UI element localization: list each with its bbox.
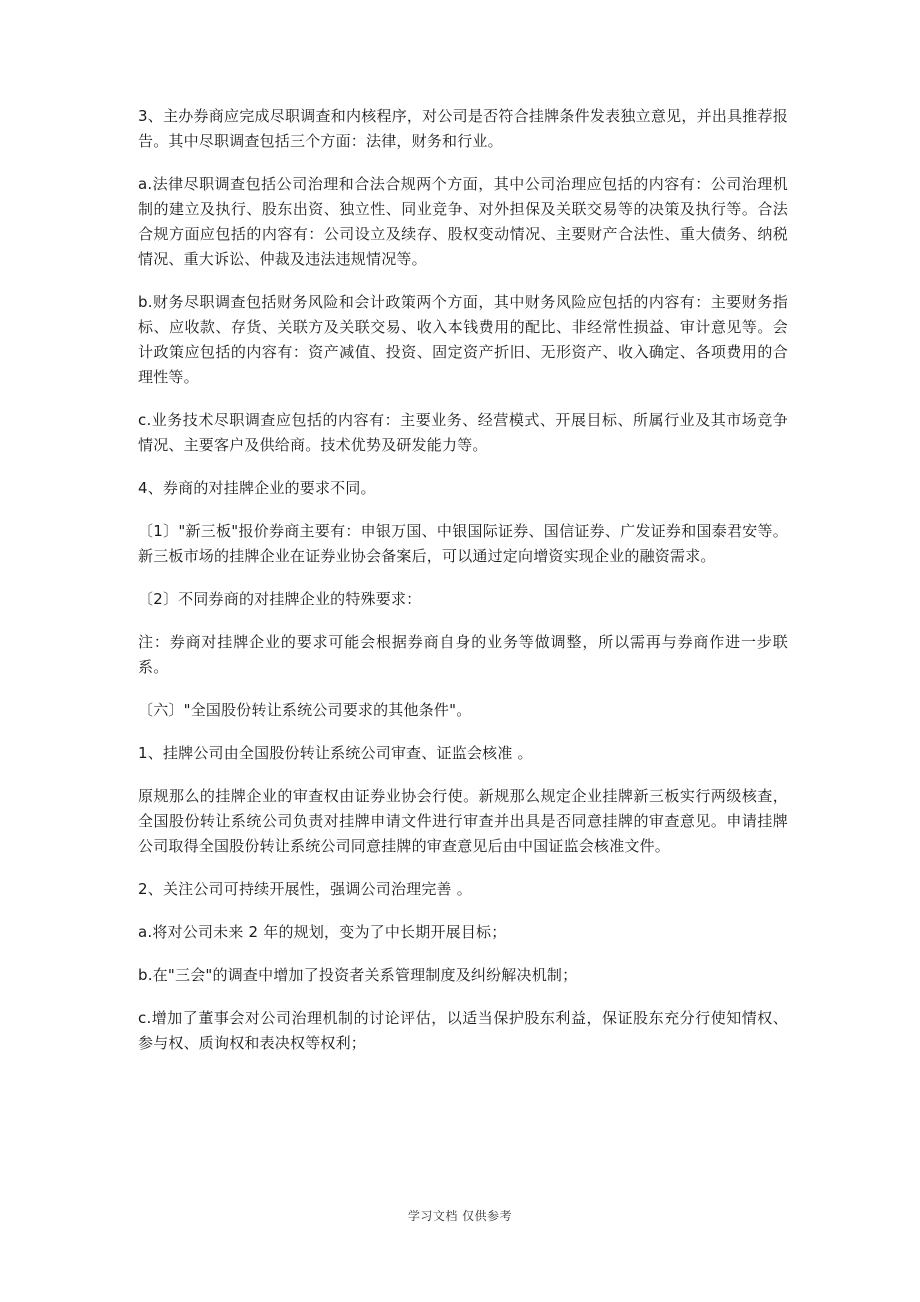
paragraph-item-a: a.将对公司未来 2 年的规划，变为了中长期开展目标； [138,923,507,941]
paragraph-item-b: b.在"三会"的调查中增加了投资者关系管理制度及纠纷解决机制； [138,966,578,984]
paragraph-sponsor-due-diligence: 3、主办券商应完成尽职调查和内核程序，对公司是否符合挂牌条件发表独立意见，并出具推荐报告。其中尽职调查包括三个方面：法律，财务和行业。 [138,107,788,150]
paragraph-note: 注：券商对挂牌企业的要求可能会根据券商自身的业务等做调整，所以需再与券商作进一步联系。 [138,633,788,676]
paragraph-sustainability: 2、关注公司可持续开展性，强调公司治理完善 。 [138,880,472,898]
paragraph-broker-requirements: 4、券商的对挂牌企业的要求不同。 [138,479,376,497]
paragraph-review-approval: 1、挂牌公司由全国股份转让系统公司审查、证监会核准 。 [138,744,533,762]
paragraph-item-c: c.增加了董事会对公司治理机制的讨论评估，以适当保护股东利益，保证股东充分行使知情权、参与权、质询权和表决权等权利； [138,1009,788,1052]
paragraph-special-requirements: 〔2〕不同券商的对挂牌企业的特殊要求： [138,590,422,608]
paragraph-financial-due-diligence: b.财务尽职调查包括财务风险和会计政策两个方面，其中财务风险应包括的内容有：主要财务指标、应收款、存货、关联方及关联交易、收入本钱费用的配比、非经常性损益、审计意见等。会计政策应包括的内容有：资产减值、投资、固定资产折旧、无形资产、收入确定、各项费用的合理性等。 [138,293,788,386]
paragraph-review-rights: 原规那么的挂牌企业的审查权由证券业协会行使。新规那么规定企业挂牌新三板实行两级核查，全国股份转让系统公司负责对挂牌申请文件进行审查并出具是否同意挂牌的审查意见。申请挂牌公司取得全国股份转让系统公司同意挂牌的审查意见后由中国证监会核准文件。 [138,787,788,855]
document-body [138,104,788,1074]
paragraph-legal-due-diligence: a.法律尽职调查包括公司治理和合法合规两个方面，其中公司治理应包括的内容有：公司治理机制的建立及执行、股东出资、独立性、同业竞争、对外担保及关联交易等的决策及执行等。合法合规方面应包括的内容有：公司设立及续存、股权变动情况、主要财产合法性、重大债务、纳税情况、重大诉讼、仲裁及违法违规情况等。 [138,175,788,268]
paragraph-broker-list: 〔1〕"新三板"报价券商主要有：申银万国、中银国际证券、国信证券、广发证券和国泰君安等。新三板市场的挂牌企业在证券业协会备案后，可以通过定向增资实现企业的融资需求。 [138,522,788,565]
paragraph-section-six-heading: 〔六〕"全国股份转让系统公司要求的其他条件"。 [138,701,472,719]
paragraph-business-due-diligence: c.业务技术尽职调查应包括的内容有：主要业务、经营模式、开展目标、所属行业及其市场竞争情况、主要客户及供给商。技术优势及研发能力等。 [138,411,788,454]
page-footer: 学习文档 仅供参考 [407,1209,513,1223]
